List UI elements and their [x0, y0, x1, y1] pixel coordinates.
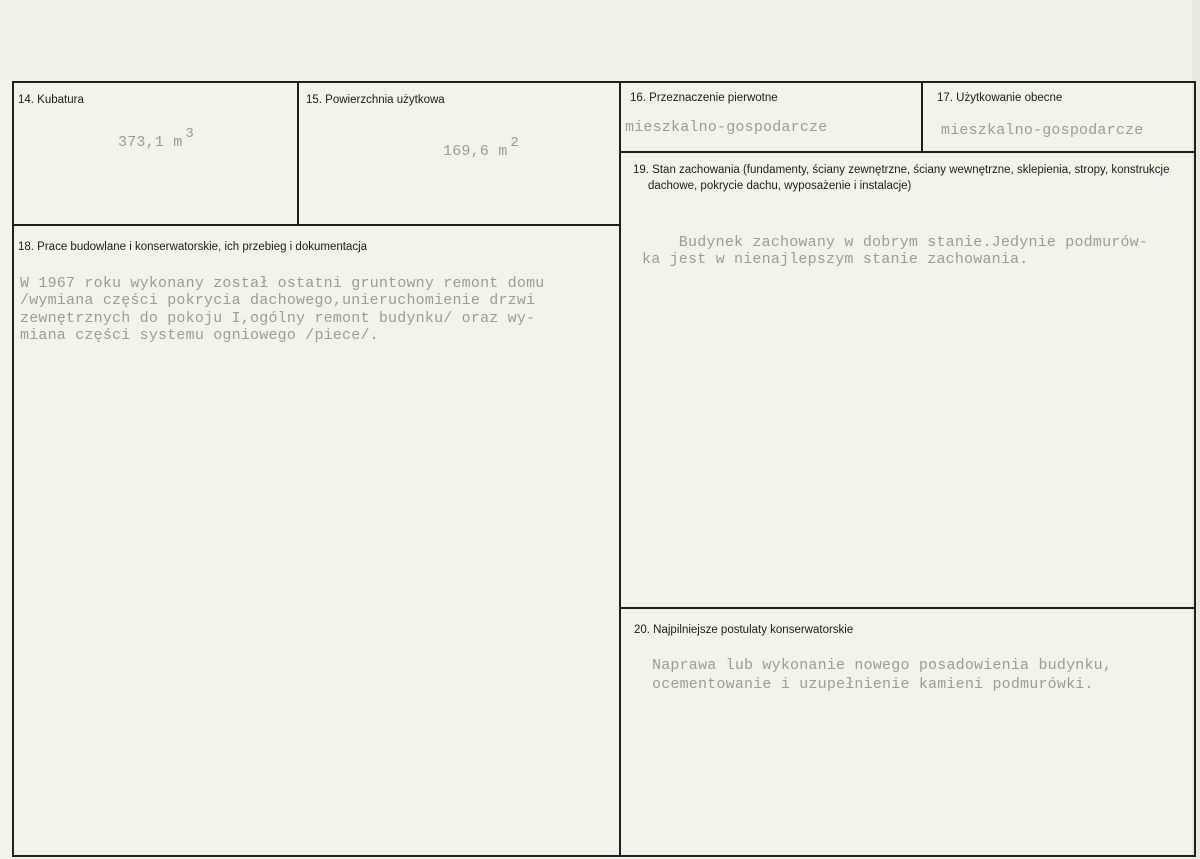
field-15-value	[443, 135, 520, 162]
divider-row1-left	[12, 224, 621, 226]
field-14-label: 14. Kubatura	[18, 94, 84, 106]
field-18-line: W 1967 roku wykonany został ostatni gruntowny remont domu	[20, 275, 545, 292]
right-border-line	[1194, 81, 1196, 857]
field-15-unit-sup: 2	[510, 135, 520, 151]
divider-19-20	[619, 607, 1196, 609]
field-19-label: 19. Stan zachowania (fundamenty, ściany zewnętrzne, ściany wewnętrzne, sklepienia, stropy, konstrukcje dachowe, pokrycie dachu, wyposażenie i instalacje)	[633, 164, 1170, 192]
field-18-line: zewnętrznych do pokoju I,ogólny remont budynku/ oraz wy-	[20, 310, 536, 327]
field-16-label: 16. Przeznaczenie pierwotne	[630, 92, 778, 104]
field-14-value-text: 373,1 m	[118, 134, 183, 151]
field-15-label: 15. Powierzchnia użytkowa	[306, 94, 445, 106]
field-18-line: miana części systemu ogniowego /piece/.	[20, 327, 379, 344]
field-16-value: mieszkalno-gospodarcze	[625, 119, 828, 136]
divider-main-vertical	[619, 81, 621, 857]
field-15-value-text: 169,6 m	[443, 143, 508, 160]
field-17-value: mieszkalno-gospodarcze	[941, 122, 1144, 139]
divider-14-15	[297, 81, 299, 226]
field-14-unit-sup: 3	[185, 126, 195, 142]
field-19-line: ka jest w nienajlepszym stanie zachowania.	[642, 251, 1029, 268]
field-18-label: 18. Prace budowlane i konserwatorskie, ich przebieg i dokumentacja	[18, 241, 368, 253]
left-border-line	[12, 81, 14, 857]
divider-16-17	[921, 81, 923, 153]
field-14-value	[118, 126, 195, 153]
field-18-line: /wymiana części pokrycia dachowego,unieruchomienie drzwi	[20, 292, 536, 309]
top-border-line	[12, 81, 1196, 83]
field-17-label: 17. Użytkowanie obecne	[937, 92, 1063, 104]
divider-row1-right	[619, 151, 1196, 153]
field-19-line: Budynek zachowany w dobrym stanie.Jedynie podmurów-	[642, 234, 1149, 251]
field-20-line: ocementowanie i uzupełnienie kamieni podmurówki.	[652, 676, 1094, 693]
bottom-border-line	[12, 855, 1196, 857]
paper-top-margin	[0, 0, 1200, 80]
field-20-label: 20. Najpilniejsze postulaty konserwatorskie	[634, 624, 854, 636]
field-20-line: Naprawa lub wykonanie nowego posadowienia budynku,	[652, 657, 1113, 674]
